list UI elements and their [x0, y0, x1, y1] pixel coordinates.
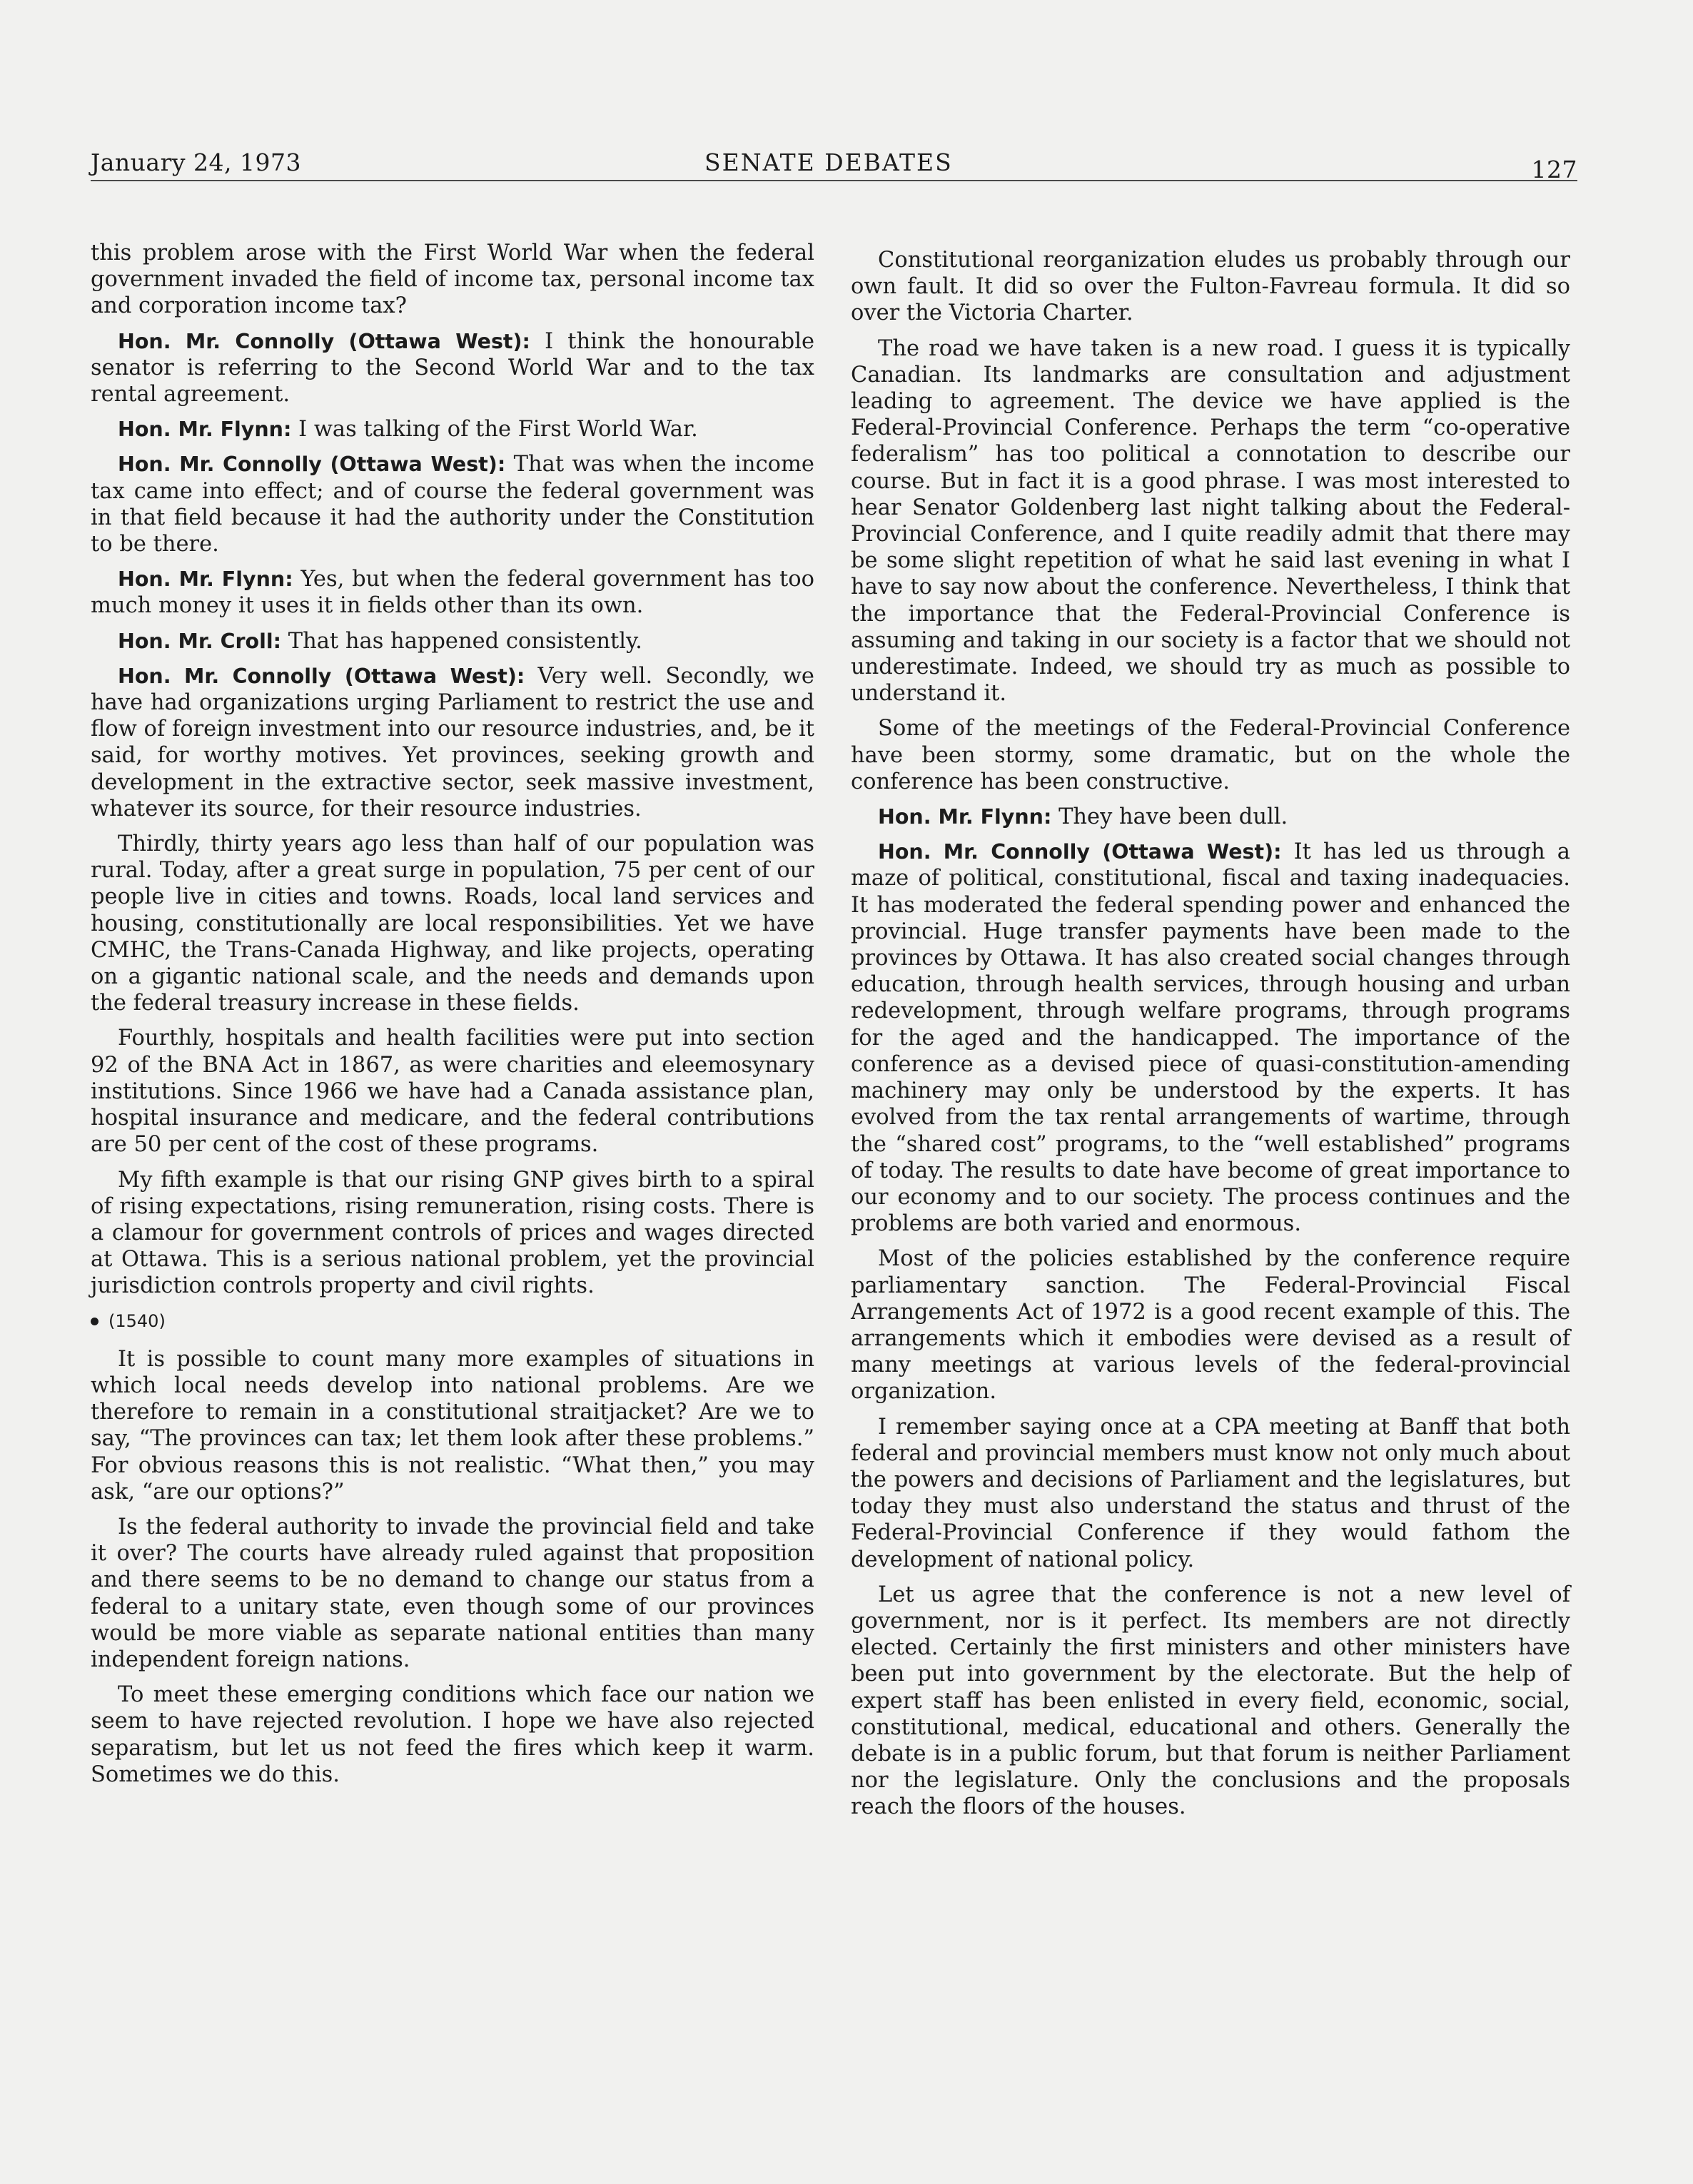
left-column	[91, 240, 814, 1796]
paragraph-text: That was when the income tax came into effect; and of course the federal government was in that field because it had the authority under the Constitution to be there.	[91, 452, 814, 557]
paragraph	[91, 1167, 814, 1300]
paragraph	[91, 328, 814, 408]
header-date: January 24, 1973	[91, 148, 301, 176]
speaker-name: Hon. Mr. Flynn:	[118, 418, 292, 442]
left-column-paragraphs-continued	[91, 1346, 814, 1788]
paragraph-text: They have been dull.	[1051, 804, 1288, 830]
paragraph	[91, 416, 814, 443]
paragraph	[91, 1025, 814, 1158]
paragraph	[851, 1582, 1570, 1821]
time-marker	[91, 1308, 814, 1335]
speaker-name: Hon. Mr. Connolly (Ottawa West):	[118, 329, 530, 353]
time-marker-label: (1540)	[108, 1310, 166, 1331]
speaker-name: Hon. Mr. Flynn:	[118, 567, 293, 592]
speaker-name: Hon. Mr. Connolly (Ottawa West):	[878, 840, 1282, 864]
page-number: 127	[1531, 156, 1577, 183]
left-column-paragraphs	[91, 240, 814, 1300]
paragraph-text: The road we have taken is a new road. I guess it is typically Canadian. Its landmarks are consultation and adjustment leading to agreement. The device we have applied is the Federal-Provincial Conference. Perhaps the term “co-operative federalism” has too political a connotation to describe our course. But in fact it is a good phrase. I was most interested to hear Senator Goldenberg last night talking about the Federal-Provincial Conference, and I quite readily admit that there may be some slight repetition of what he said last evening in what I have to say now about the conference. Nevertheless, I think that the importance that the Federal-Provincial Conference is assuming and taking in our society is a factor that we should not underestimate. Indeed, we should try as much as possible to understand it.	[851, 335, 1570, 707]
paragraph-text: Let us agree that the conference is not a new level of government, nor is it perfect. Its members are not directly elected. Certainly the first ministers and other ministers have been put into government by the electorate. But the help of expert staff has been enlisted in every field, economic, social, constitutional, medical, educational and others. Generally the debate is in a public forum, but that forum is neither Parliament nor the legislature. Only the conclusions and the proposals reach the floors of the houses.	[851, 1582, 1570, 1820]
paragraph-text: Fourthly, hospitals and health facilities were put into section 92 of the BNA Act in 1867, as were charities and eleemosynary institutions. Since 1966 we have had a Canada assistance plan, hospital insurance and medicare, and the federal contributions are 50 per cent of the cost of these programs.	[91, 1026, 814, 1158]
paragraph-text: I was talking of the First World War.	[291, 417, 698, 443]
paragraph	[91, 1682, 814, 1788]
paragraph	[91, 451, 814, 557]
paragraph-text: Thirdly, thirty years ago less than half of our population was rural. Today, after a great surge in population, 75 per cent of our people live in cities and towns. Roads, local land services and housing, constitutionally are local responsibilities. Yet we have CMHC, the Trans-Canada Highway, and like projects, operating on a gigantic national scale, and the needs and demands upon the federal treasury increase in these fields.	[91, 831, 814, 1016]
bullet-icon	[91, 1318, 98, 1325]
paragraph-text: this problem arose with the First World War when the federal government invaded the field of income tax, personal income tax and corporation income tax?	[91, 241, 814, 319]
paragraph	[851, 335, 1570, 707]
paragraph-text: Most of the policies established by the conference require parliamentary sanction. The Federal-Provincial Fiscal Arrangements Act of 1972 is a good recent example of this. The arrangements which it embodies were devised as a result of many meetings at various levels of the federal-provincial organization.	[851, 1246, 1570, 1405]
paragraph-text: It has led us through a maze of political, constitutional, fiscal and taxing inadequacies. It has moderated the federal spending power and enhanced the provincial. Huge transfer payments have been made to the provinces by Ottawa. It has also created social changes through education, through health services, through housing and urban redevelopment, through welfare programs, through programs for the aged and the handicapped. The importance of the conference as a devised piece of quasi-constitution-amending machinery may only be understood by the experts. It has evolved from the tax rental arrangements of wartime, through the “shared cost” programs, to the “well established” programs of today. The results to date have become of great importance to our economy and to our society. The process continues and the problems are both varied and enormous.	[851, 839, 1570, 1237]
paragraph-text: I think the honourable senator is referring to the Second World War and to the tax rental agreement.	[91, 328, 814, 408]
paragraph-text: It is possible to count many more examples of situations in which local needs develop into national problems. Are we therefore to remain in a constitutional straitjacket? Are we to say, “The provinces can tax; let them look after these problems.” For obvious reasons this is not realistic. “What then,” you may ask, “are our options?”	[91, 1346, 814, 1505]
paragraph-text: To meet these emerging conditions which face our nation we seem to have rejected revolution. I hope we have also rejected separatism, but let us not feed the fires which keep it warm. Sometimes we do this.	[91, 1682, 814, 1787]
header-title: SENATE DEBATES	[704, 148, 953, 176]
paragraph-text: Very well. Secondly, we have had organizations urging Parliament to restrict the use and flow of foreign investment into our resource industries, and, be it said, for worthy motives. Yet provinces, seeking growth and development in the extractive sector, seek massive investment, whatever its source, for their resource industries.	[91, 663, 814, 821]
paragraph-text: Constitutional reorganization eludes us probably through our own fault. It did so over the Fulton-Favreau formula. It did so over the Victoria Charter.	[851, 248, 1570, 326]
paragraph	[91, 831, 814, 1016]
speaker-name: Hon. Mr. Connolly (Ottawa West):	[118, 453, 506, 477]
speaker-name: Hon. Mr. Croll:	[118, 629, 282, 653]
paragraph	[91, 1346, 814, 1505]
paragraph-text: Is the federal authority to invade the provincial field and take it over? The courts have already ruled against that proposition and there seems to be no demand to change our status from a federal to a unitary state, even though some of our provinces would be more viable as separate national entities than many independent foreign nations.	[91, 1514, 814, 1672]
paragraph	[91, 240, 814, 320]
paragraph-text: Some of the meetings of the Federal-Provincial Conference have been stormy, some dramatic, but on the whole the conference has been constructive.	[851, 716, 1570, 794]
speaker-name: Hon. Mr. Connolly (Ottawa West):	[118, 664, 525, 688]
paragraph	[851, 1414, 1570, 1573]
right-column	[851, 247, 1570, 1829]
right-column-paragraphs	[851, 247, 1570, 1821]
paragraph-text: My fifth example is that our rising GNP gives birth to a spiral of rising expectations, rising remuneration, rising costs. There is a clamour for government controls of prices and wages directed at Ottawa. This is a serious national problem, yet the provincial jurisdiction controls property and civil rights.	[91, 1167, 814, 1299]
paragraph	[91, 663, 814, 822]
paragraph-text: I remember saying once at a CPA meeting at Banff that both federal and provincial members must know not only much about the powers and decisions of Parliament and the legislatures, but today they must also understand the status and thrust of the Federal-Provincial Conference if they would fathom the development of national policy.	[851, 1414, 1570, 1572]
paragraph	[851, 715, 1570, 795]
paragraph	[91, 628, 814, 654]
page-header	[91, 146, 1577, 181]
paragraph	[91, 1514, 814, 1673]
paragraph-text: That has happened consistently.	[281, 628, 642, 654]
paragraph	[91, 566, 814, 619]
paragraph-text: Yes, but when the federal government has too much money it uses it in fields other than its own.	[91, 567, 814, 619]
paragraph	[851, 247, 1570, 327]
speaker-name: Hon. Mr. Flynn:	[878, 805, 1052, 829]
paragraph	[851, 804, 1570, 830]
paragraph	[851, 839, 1570, 1237]
paragraph	[851, 1245, 1570, 1405]
